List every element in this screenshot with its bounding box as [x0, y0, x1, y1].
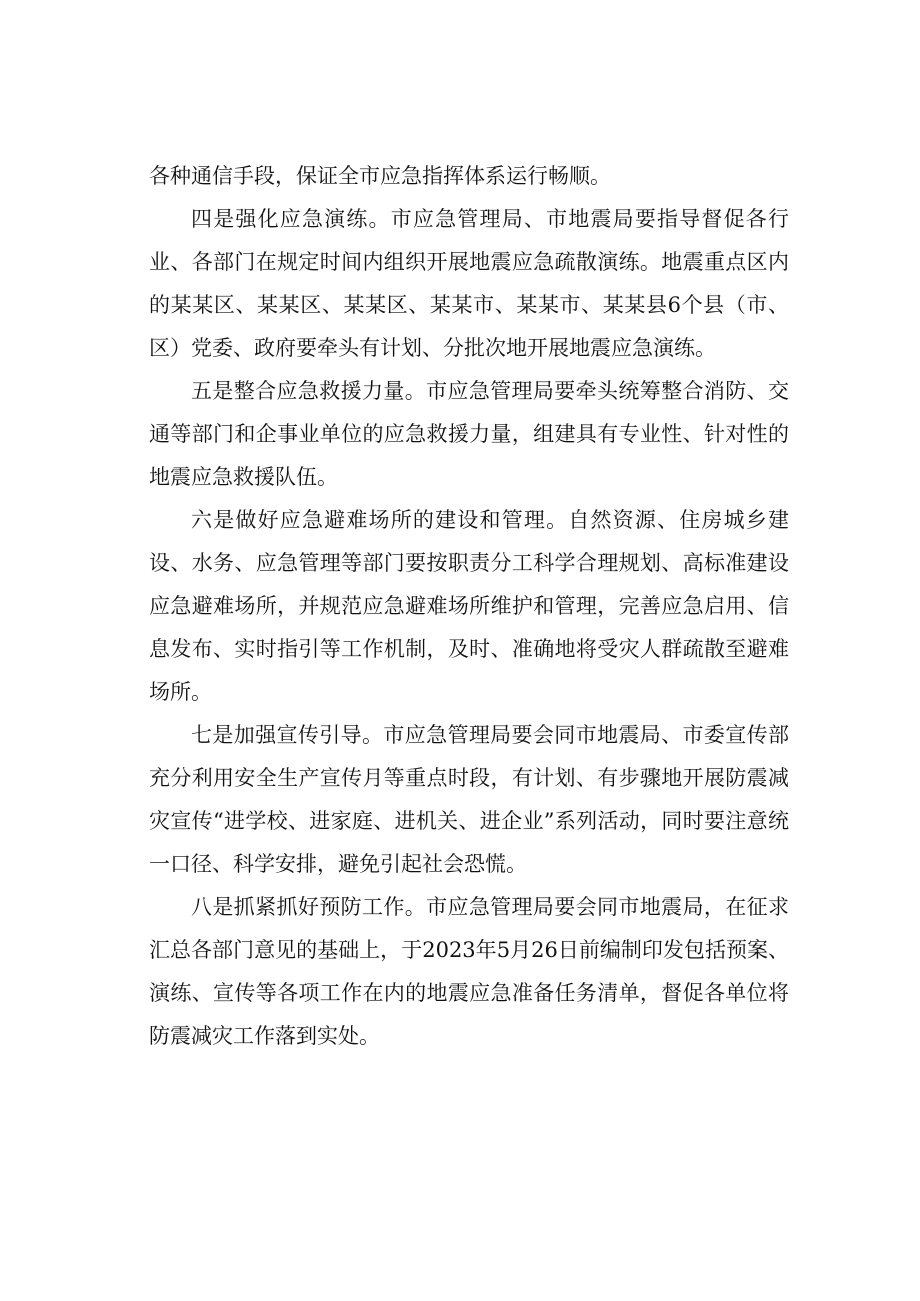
- paragraph-item-6-shelters: 六是做好应急避难场所的建设和管理。自然资源、住房城乡建设、水务、应急管理等部门要按职责分工科学合理规划、高标准建设应急避难场所，并规范应急避难场所维护和管理，完善应急启用、信息发布、实时指引等工作机制，及时、准确地将受灾人群疏散至避难场所。: [149, 508, 789, 704]
- paragraph-continuation: 各种通信手段，保证全市应急指挥体系运行畅顺。: [149, 164, 611, 188]
- document-body: [149, 155, 789, 1058]
- paragraph-item-5-rescue-forces: 五是整合应急救援力量。市应急管理局要牵头统筹整合消防、交通等部门和企事业单位的应急救援力量，组建具有专业性、针对性的地震应急救援队伍。: [149, 379, 789, 489]
- paragraph-item-8-prevention: 八是抓紧抓好预防工作。市应急管理局要会同市地震局，在征求汇总各部门意见的基础上，于2023年5月26日前编制印发包括预案、演练、宣传等各项工作在内的地震应急准备任务清单，督促各单位将防震减灾工作落到实处。: [149, 895, 789, 1048]
- paragraph-item-7-publicity: 七是加强宣传引导。市应急管理局要会同市地震局、市委宣传部充分利用安全生产宣传月等重点时段，有计划、有步骤地开展防震减灾宣传“进学校、进家庭、进机关、进企业”系列活动，同时要注意统一口径、科学安排，避免引起社会恐慌。: [149, 723, 789, 876]
- paragraph-item-4-emergency-drills: 四是强化应急演练。市应急管理局、市地震局要指导督促各行业、各部门在规定时间内组织开展地震应急疏散演练。地震重点区内的某某区、某某区、某某区、某某市、某某市、某某县6个县（市、区）党委、政府要牵头有计划、分批次地开展地震应急演练。: [149, 207, 789, 360]
